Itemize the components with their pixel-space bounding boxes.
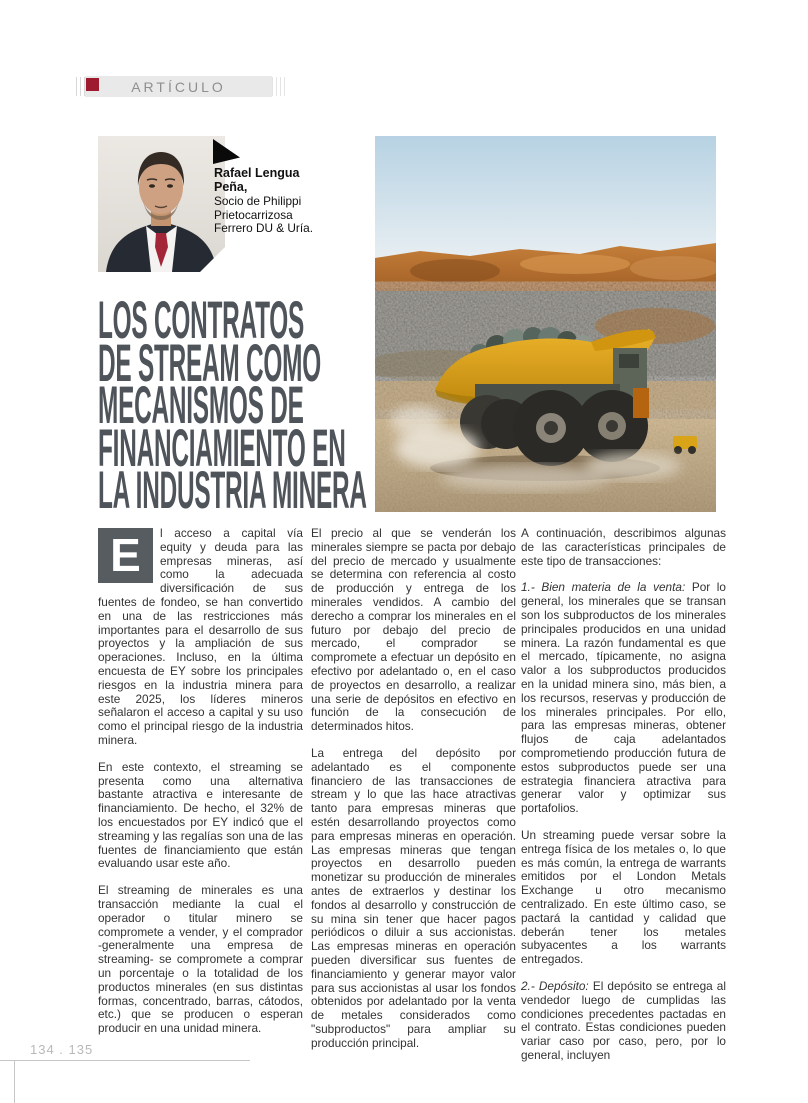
dropcap-E: E: [98, 528, 153, 583]
text-column-1: [98, 527, 303, 1049]
title-line: DE STREAM COMO: [98, 333, 321, 393]
article-title: [98, 291, 398, 520]
paragraph: En este contexto, el streaming se presenta como una alternativa bastante atractiva e interesante de financiamiento. De hecho, el 32% de los encuestados por EY indicó que el streaming y las regalías son una de las fuentes de financiamiento que están evaluando usar este año.: [98, 759, 303, 871]
mining-truck-illustration: [375, 136, 716, 512]
text-column-3: [521, 527, 726, 1076]
author-name: Rafael Lengua Peña,: [214, 166, 300, 194]
title-line: MECANISMOS DE: [98, 376, 304, 435]
paragraph: Un streaming puede versar sobre la entrega física de los metales o, lo que es más común, la entrega de warrants emitidos por el London Metals Exchange u otro mecanismo centralizado. En este último caso, se pactará la cantidad y calidad que deberán tener los metales subyacentes a los warrants entregados.: [521, 827, 726, 967]
mining-truck-photo: [375, 136, 716, 512]
author-caption: [214, 166, 320, 236]
paragraph: A continuación, describimos algunas de las características principales de este tipo de transacciones:: [521, 526, 726, 568]
text-column-2: [311, 527, 516, 1063]
paragraph-text: l acceso a capital vía equity y deuda para las empresas mineras, así como la adecuada diversificación de sus fuentes de fondeo, se han convertido en una de las restricciones más importantes para el desarrollo de sus proyectos y la ampliación de sus operaciones. Incluso, en la última encuesta de EY sobre los principales riesgos en la industria minera para este 2025, los líderes mineros señalaron el acceso a capital y su uso como el principal riesgo de la industria minera.: [98, 526, 303, 747]
list-item-lead: 2.- Depósito:: [521, 978, 589, 993]
paragraph: La entrega del depósito por adelantado es el componente financiero de las transacciones de stream y lo que las hace atractivas tanto para empresas mineras que estén desarrollando proyectos como para empresas mineras en operación. Las empresas mineras que tengan proyectos en desarrollo pueden monetizar su producción de minerales antes de extraerlos y destinar los fondos al desarrollo y construcción de su mina sin tener que hacer pagos periódicos o diluir a sus accionistas. Las empresas mineras en operación pueden diversificar sus fuentes de financiamiento y generar mayor valor para sus accionistas al usar los fondos obtenidos por adelantado por la venta de metales considerados como "subproductos" para ampliar su producción principal.: [311, 745, 516, 1050]
footer-horizontal-rule: [0, 1060, 250, 1061]
paragraph: [98, 527, 303, 748]
title-line: LA INDUSTRIA MINERA: [98, 461, 367, 520]
kicker-label: ARTÍCULO: [131, 78, 226, 95]
author-portrait-illustration: [98, 136, 225, 272]
paragraph-text: El depósito se entrega al vendedor luego de cumplidas las condiciones precedentes pactadas en el contrato. Estas condiciones pueden variar caso por caso, pero, por lo general, incluyen: [521, 978, 726, 1062]
author-portrait: [98, 136, 225, 272]
paragraph: [521, 581, 726, 816]
title-line: FINANCIAMIENTO EN: [98, 418, 346, 478]
paragraph: El precio al que se venderán los minerales siempre se pacta por debajo del precio de mercado y usualmente se determina con referencia al costo de producción y entrega de los minerales vendidos. A cambio del derecho a comprar los minerales en el futuro por debajo del precio de mercado, el comprador se compromete a efectuar un depósito en efectivo por adelantado o, en el caso de proyectos en desarrollo, a realizar una serie de depósitos en efectivo en función de la consecución de determinados hitos.: [311, 526, 516, 734]
paragraph: [521, 980, 726, 1063]
accent-square: [86, 78, 99, 91]
author-role: Socio de Philippi Prietocarrizosa Ferrero DU & Uría.: [214, 194, 313, 235]
page-number: 134 . 135: [30, 1042, 94, 1057]
paragraph: El streaming de minerales es una transacción mediante la cual el operador o titular minero se compromete a vender, y el comprador -generalmente una empresa de streaming- se compromete a comprar un porcentaje o la totalidad de los productos minerales (en sus distintas formas, concentrado, barras, cátodos, etc.) que se producen o esperan producir en una unidad minera.: [98, 883, 303, 1036]
kicker-hatch-right: [272, 77, 288, 96]
title-line: LOS CONTRATOS: [98, 291, 305, 350]
corner-triangle-icon: [213, 139, 240, 164]
list-item-lead: 1.- Bien materia de la venta:: [521, 580, 686, 595]
footer-vertical-rule: [14, 1060, 15, 1103]
kicker-band: [85, 76, 272, 97]
paragraph-text: Por lo general, los minerales que se transan son los subproductos de los minerales principales producidos en una unidad minera. La razón fundamental es que el mercado, típicamente, no asigna valor a los subproductos producidos en la unidad minera sino, más bien, a los recursos, reservas y producción de los minerales principales. Por ello, para las empresas mineras, obtener flujos de caja adelantados comprometiendo producción futura de estos subproductos puede ser una estrategia financiera atractiva para generar valor y optimizar sus portafolios.: [521, 580, 726, 816]
